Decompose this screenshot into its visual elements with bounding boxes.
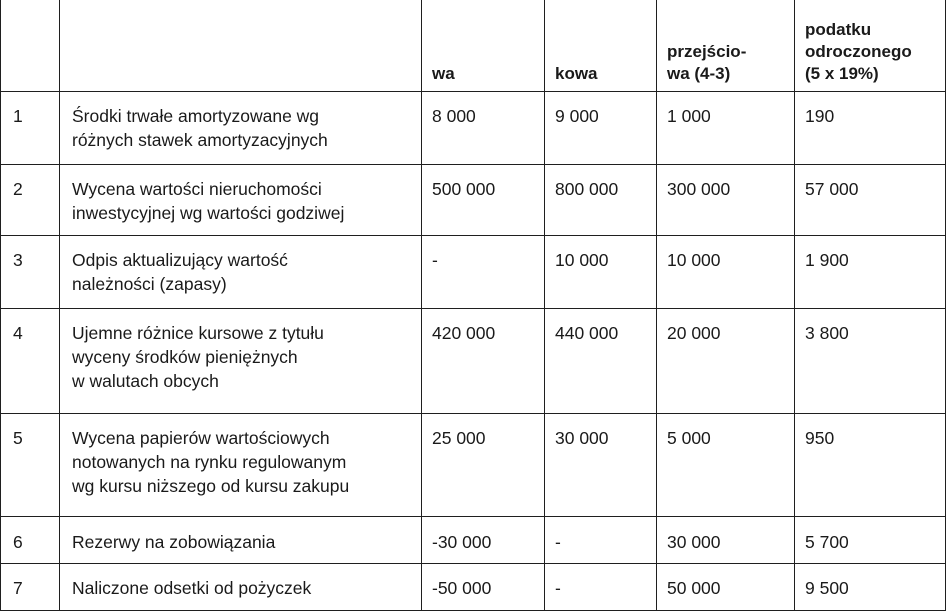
cell-col-3: 8 000 [422,92,545,165]
cell-col-4: - [545,517,657,564]
description-line: Naliczone odsetki od pożyczek [72,578,312,598]
table-row [1,564,946,611]
row-description [60,165,422,236]
row-description [60,236,422,309]
description-line: wyceny środków pieniężnych [72,347,298,367]
header-col-4-line: kowa [555,64,598,83]
row-number: 1 [1,92,60,165]
cell-col-5: 30 000 [657,517,795,564]
table-row [1,165,946,236]
header-col-3 [422,0,545,92]
row-description [60,414,422,517]
cell-col-6: 5 700 [795,517,946,564]
cell-col-6: 3 800 [795,309,946,414]
cell-col-5: 10 000 [657,236,795,309]
cell-col-3: - [422,236,545,309]
header-col-5 [657,0,795,92]
header-col-6-line: odroczonego [805,42,912,61]
cell-col-4: 10 000 [545,236,657,309]
cell-col-5: 20 000 [657,309,795,414]
header-col-3-line: wa [432,64,455,83]
description-line: należności (zapasy) [72,274,227,294]
row-number: 2 [1,165,60,236]
cell-col-3: 420 000 [422,309,545,414]
cell-col-6: 9 500 [795,564,946,611]
cell-col-6: 950 [795,414,946,517]
header-col-6-line: podatku [805,20,872,39]
cell-col-6: 57 000 [795,165,946,236]
description-line: Odpis aktualizujący wartość [72,250,288,270]
row-description [60,92,422,165]
row-number: 6 [1,517,60,564]
row-number: 5 [1,414,60,517]
description-line: wg kursu niższego od kursu zakupu [72,476,350,496]
cell-col-4: - [545,564,657,611]
row-number: 7 [1,564,60,611]
row-number: 3 [1,236,60,309]
header-col-5-line: wa (4-3) [667,64,731,83]
header-col-4 [545,0,657,92]
cell-col-4: 800 000 [545,165,657,236]
cell-col-4: 30 000 [545,414,657,517]
cell-col-3: 25 000 [422,414,545,517]
table-row [1,92,946,165]
header-col-1 [1,0,60,92]
row-description [60,309,422,414]
description-line: notowanych na rynku regulowanym [72,452,347,472]
row-description [60,517,422,564]
header-col-2 [60,0,422,92]
cell-col-4: 9 000 [545,92,657,165]
cell-col-5: 1 000 [657,92,795,165]
description-line: inwestycyjnej wg wartości godziwej [72,203,345,223]
header-col-6-line: (5 x 19%) [805,64,879,83]
row-number: 4 [1,309,60,414]
cell-col-5: 5 000 [657,414,795,517]
description-line: Rezerwy na zobowiązania [72,532,276,552]
description-line: w walutach obcych [72,371,219,391]
description-line: Środki trwałe amortyzowane wg [72,106,320,126]
description-line: Wycena wartości nieruchomości [72,179,322,199]
table-row [1,414,946,517]
description-line: różnych stawek amortyzacyjnych [72,130,328,150]
table-row [1,236,946,309]
cell-col-3: 500 000 [422,165,545,236]
cell-col-5: 50 000 [657,564,795,611]
header-col-5-line: przejścio- [667,42,747,61]
cell-col-4: 440 000 [545,309,657,414]
table-row [1,309,946,414]
table-row [1,517,946,564]
cell-col-5: 300 000 [657,165,795,236]
table-header-row [1,0,946,92]
cell-col-6: 190 [795,92,946,165]
description-line: Ujemne różnice kursowe z tytułu [72,323,324,343]
cell-col-6: 1 900 [795,236,946,309]
description-line: Wycena papierów wartościowych [72,428,330,448]
cell-col-3: -30 000 [422,517,545,564]
cell-col-3: -50 000 [422,564,545,611]
header-col-6 [795,0,946,92]
row-description [60,564,422,611]
